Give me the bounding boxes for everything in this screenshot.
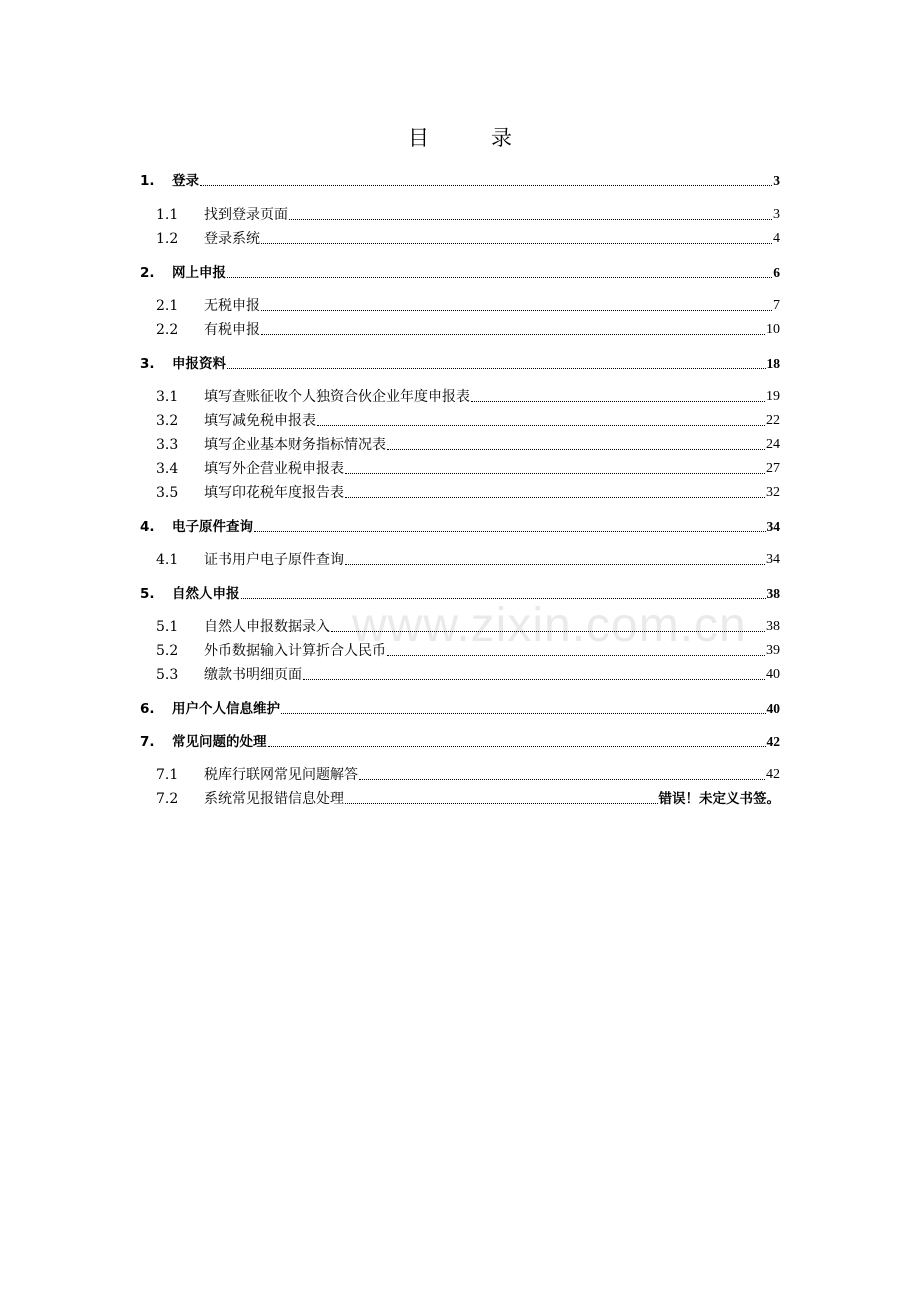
toc-entry-number: 5.3	[156, 667, 179, 683]
toc-entry-label: 自然人申报	[172, 586, 240, 602]
dot-leader	[345, 496, 765, 498]
toc-entry-number: 4.	[140, 519, 155, 535]
toc-section-entry[interactable]	[140, 411, 780, 431]
toc-entry-number: 2.	[140, 265, 155, 281]
dot-leader	[345, 472, 765, 474]
toc-entry-label: 登录系统	[204, 231, 260, 247]
toc-entry-page: 27	[766, 461, 780, 476]
toc-entry-number: 1.2	[156, 231, 179, 247]
dot-leader	[281, 712, 766, 714]
toc-section-entry[interactable]	[140, 550, 780, 570]
toc-title: 目录	[408, 126, 574, 150]
toc-entry-label: 无税申报	[204, 298, 260, 314]
dot-leader	[331, 630, 765, 632]
toc-entry-label: 系统常见报错信息处理	[204, 791, 344, 807]
toc-entry-label: 用户个人信息维护	[172, 701, 280, 717]
dot-leader	[261, 309, 772, 311]
toc-section-entry[interactable]	[140, 641, 780, 661]
toc-entry-number: 1.1	[156, 207, 179, 223]
toc-entry-number: 5.1	[156, 619, 179, 635]
dot-leader	[227, 367, 766, 369]
toc-chapter-entry[interactable]	[140, 171, 780, 191]
toc-entry-page: 4	[773, 231, 780, 246]
toc-entry-page: 6	[773, 265, 780, 280]
toc-entry-page: 39	[766, 643, 780, 658]
toc-entry-label: 找到登录页面	[204, 207, 288, 223]
dot-leader	[317, 424, 765, 426]
toc-entry-label: 电子原件查询	[172, 519, 253, 535]
toc-entry-page: 38	[766, 586, 780, 601]
toc-entry-label: 证书用户电子原件查询	[204, 552, 344, 568]
toc-entry-number: 2.1	[156, 298, 179, 314]
toc-entry-label: 税库行联网常见问题解答	[204, 767, 358, 783]
toc-section-entry[interactable]	[140, 665, 780, 685]
toc-section-entry[interactable]	[140, 459, 780, 479]
toc-entry-number: 3.4	[156, 461, 179, 477]
toc-entry-label: 缴款书明细页面	[204, 667, 302, 683]
dot-leader	[345, 563, 765, 565]
toc-section-entry[interactable]	[140, 483, 780, 503]
dot-leader	[254, 530, 766, 532]
dot-leader	[200, 184, 772, 186]
toc-entry-number: 4.1	[156, 552, 179, 568]
toc-chapter-entry[interactable]	[140, 699, 780, 719]
toc-entry-number: 3.	[140, 356, 155, 372]
toc-entry-number: 2.2	[156, 322, 179, 338]
toc-entry-page: 3	[773, 173, 780, 188]
watermark: www.zixin.com.cn	[352, 599, 747, 652]
toc-entry-label: 有税申报	[204, 322, 260, 338]
toc-entry-number: 5.2	[156, 643, 179, 659]
toc-entry-label: 填写查账征收个人独资合伙企业年度申报表	[204, 389, 470, 405]
toc-entry-number: 3.3	[156, 437, 179, 453]
toc-chapter-entry[interactable]	[140, 732, 780, 752]
toc-entry-page: 42	[766, 767, 780, 782]
toc-entry-page: 42	[766, 734, 780, 749]
toc-entry-number: 3.2	[156, 413, 179, 429]
toc-entry-label: 常见问题的处理	[172, 734, 267, 750]
dot-leader	[303, 678, 765, 680]
toc-entry-number: 3.1	[156, 389, 179, 405]
dot-leader	[359, 778, 765, 780]
toc-section-entry[interactable]	[140, 296, 780, 316]
toc-section-entry[interactable]	[140, 789, 780, 809]
toc-entry-page: 34	[766, 519, 780, 534]
dot-leader	[261, 333, 765, 335]
toc-entry-page: 38	[766, 619, 780, 634]
toc-section-entry[interactable]	[140, 320, 780, 340]
toc-section-entry[interactable]	[140, 205, 780, 225]
toc-entry-page: 3	[773, 207, 780, 222]
toc-chapter-entry[interactable]	[140, 354, 780, 374]
toc-entry-page: 24	[766, 437, 780, 452]
toc-entry-page: 18	[766, 356, 780, 371]
toc-chapter-entry[interactable]	[140, 263, 780, 283]
dot-leader	[471, 400, 765, 402]
toc-entry-page: 22	[766, 413, 780, 428]
toc-entry-page: 19	[766, 389, 780, 404]
toc-entry-page: 错误！未定义书签。	[658, 791, 780, 806]
toc-entry-label: 外币数据输入计算折合人民币	[204, 643, 386, 659]
toc-entry-number: 7.1	[156, 767, 179, 783]
toc-entry-label: 登录	[172, 173, 199, 189]
dot-leader	[387, 448, 765, 450]
toc-entry-label: 填写印花税年度报告表	[204, 485, 344, 501]
toc-section-entry[interactable]	[140, 387, 780, 407]
toc-entry-label: 填写外企营业税申报表	[204, 461, 344, 477]
toc-entry-label: 申报资料	[172, 356, 226, 372]
toc-entry-page: 40	[766, 667, 780, 682]
toc-section-entry[interactable]	[140, 765, 780, 785]
toc-entry-number: 6.	[140, 701, 155, 717]
toc-chapter-entry[interactable]	[140, 517, 780, 537]
toc-entry-page: 34	[766, 552, 780, 567]
dot-leader	[241, 597, 766, 599]
toc-section-entry[interactable]	[140, 229, 780, 249]
dot-leader	[227, 276, 772, 278]
toc-entry-number: 3.5	[156, 485, 179, 501]
toc-entry-label: 自然人申报数据录入	[204, 619, 330, 635]
toc-entry-page: 32	[766, 485, 780, 500]
toc-entry-label: 填写减免税申报表	[204, 413, 316, 429]
toc-entry-page: 40	[766, 701, 780, 716]
dot-leader	[289, 218, 772, 220]
dot-leader	[261, 242, 772, 244]
toc-entry-page: 10	[766, 322, 780, 337]
toc-section-entry[interactable]	[140, 435, 780, 455]
toc-chapter-entry[interactable]	[140, 584, 780, 604]
toc-entry-number: 1.	[140, 173, 155, 189]
toc-entry-label: 填写企业基本财务指标情况表	[204, 437, 386, 453]
dot-leader	[268, 745, 766, 747]
toc-entry-label: 网上申报	[172, 265, 226, 281]
toc-entry-page: 7	[773, 298, 780, 313]
toc-entry-number: 7.2	[156, 791, 179, 807]
dot-leader	[387, 654, 765, 656]
dot-leader	[345, 802, 658, 804]
toc-entry-number: 7.	[140, 734, 155, 750]
toc-entry-number: 5.	[140, 586, 155, 602]
toc-section-entry[interactable]	[140, 617, 780, 637]
